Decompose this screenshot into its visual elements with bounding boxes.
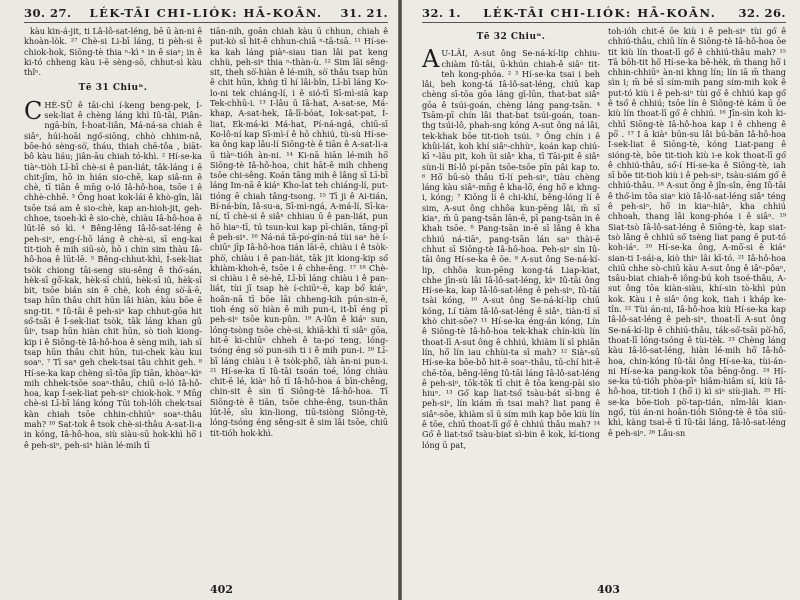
- paragraph: tiān-nih, goān chiah kàu ū chhun, chiah ê put-kò sī hit-ê chhun-chiā ⁿ-tā-tsā. ¹¹ Hí-se-ka kah láng piàⁿ-siau tian lâi pat keng chhù, peh-siⁿ thia ⁿ-thàn-ù. ¹² Sim lāi sêng-sit, theh sò͘-hiàn ê lé-mih, sò͘ thâu tsap hūn ê chit hūn, khńg tī hí lâi-bîn, Lī-bī láng Ko-lo-ni tek chiáng-lí, i ê sió-tī Sī-mì-siā kap Tek-chhū-i. ¹³ I-lâu ū Iâ-hat, A-sat-se, Má-khap, A-sat-hek, Iâ-lī-bóat, Iok-sat-pat, Í-liat, Ek-má-ki Má-hat, Pí-ná-ngá, chiū-sī Ko-lô-ní kap Sī-mì-í ê hō chhiú, tù-sù Hí-se-ka ông kap lâu-lí Siōng-tè ê tiān ê A-sat-li-a ū tiàⁿ-tióh àn-ni. ¹⁴ Ki-nā hiān lé-mih hō͘ Siōng-tè Iâ-hô-hoa, chit hāt-ê mih chheng tsōe chi-sêng. Koán tāng mih ê lâng sī Lī-bī láng Im-nā ê kiáⁿ Kho-lat teh chiáng-lí, put-tióng ē chiah tâng-tsong. ¹⁵ Tī ji ê Ai-tián, Bí-ná-bín, Iâ-su-a, Sī-mì-ngá, A-má-lí, Sī-ka-ní, tī chè-si ê siâⁿ chhiau ū ê pan-liát, pun hō hiaⁿ-tī, tú tsun-kui kap pī-chiān, tāng-pī ê peh-siⁿ. ¹⁶ Ná-ná tā-po͘-gín-ná tùi saⁿ hè í-chiūⁿ jīp Iâ-hô-hoa tián lāi-ē, chiàu i ê tsòk-phò͘, chiàu i ê pan-liát, tāk jit kiong-kip só͘ khiàm-khoh-ē, tsōe i ê chhe-êng. ¹⁷ ¹⁸ Chè-si chiàu i ê sè-hē, Lī-bī láng chiàu i ê pan-liát, tùi jī tsap hè í-chiūⁿ-ē, kap bó͘ kiáⁿ, hoân-nā tī bōe lāi chheng-kih pún-sin-ē, tioh éng sò͘ hiàn ê mih pun-i, it-bī éng pī peh-siⁿ tsōe kun-pûn. ¹⁹ A-lûn ê kiáⁿ sun, lóng-tsòng tsōe chè-si, khiā-khì tī siâⁿ gōa, hit-ē ki-chiūⁿ chheh ê ta-po͘ teng, lóng-tsóng éng sò͘ pun-sih ti i ê mih pun-i. ²⁰ Lī-bī láng chiàu i ê tsòk-phō͘, iàh àn-ni pun-i. ²¹ Hí-se-ka tī Iû-tāi tsoán toé, lóng chiàu chit-ē lé, kiàⁿ hō tī Iâ-hô-hoa á bīn-chêng, chin-sit ê sìn tī Siōng-tè Iâ-hô-hoa. Tī Siōng-tè ê tiān, tsōe chhe-êng, tsun-thân lūt-lē, sīu kin-liong, tiū-tsiòng Siōng-tè, lóng-tsóng éng sêng-sit ê sim lâi tsōe, chiū tit-tióh hok-khì.: [210, 26, 388, 438]
- paragraph-text: U-LÂI, A-sut ông Se-ná-kí-lip chhiu-chiàm Iû-tāi, ū-khún chiah-ê siâⁿ tit-teh kong-phóa. ² ³ Hí-se-ka tsai i beh lâi, beh kong-tá Iâ-lô-sat-léng, chiū kap chèng sī-tōa gōa láng gī-lūn, that-bat siâⁿ gōa ê tsúi-goán, chèng láng pang-tsān. ⁴ Tsām-pī chín lâi that-bat tsúi-goán, toan-thg tsúi-lô, phah-sng kóng A-sut ông ná lâi, tek-khak bōe tit-tioh tsúi. ⁵ Ông chín i ê khûi-lát, koh khí siâⁿ-chhùⁿ, koán kap chiú-kī ⁿ-lâu pit, koh ūi siâⁿ kha, tī Tāi-pit ê siâⁿ sùn-lí Bí-lô pí-pān tsōe-tsōe pīn pâi kap to. ⁶ Hō͘ bū-sò thâu tī-lí peh-siⁿ, tiàu chèng láng kàu siâⁿ-mn̄g ê kha-lō͘, éng hō͘ e khng-i, kóng; ⁷ Kiōng lí ê chi-khí, bêng-lóng lí ê sim, A-sut ông chhôa kun-pēng lâi, m̄ sī kiaⁿ, m̄ ū pang-tsān lān-ē, pī pang-tsān in ê khah tsōe. ⁸ Pang-tsān in-ē sī lâng ê kha chhiú ná-tiāⁿ, pang-tsān lán saⁿ thài-ē chhut sī Siōng-tè Iâ-hô-hoa. Peh-siⁿ sìn Iû-tāi ông Hí-se-ka ê ōe. ⁹ A-sut ông Se-ná-kí-lip, chhôa kun-pēng kong-tá Liap-kiat, chhe jīn-sù lâi Iâ-lô-sat-léng, kìⁿ Iû-tāi ông Hí-se-ka, kap Iâ-lô-sat-léng ê peh-siⁿ, Iû-tāi tsài kóng, ¹⁰ A-sut ông Se-ná-kí-lip chiū kóng, Lí tiàm Iâ-lô-sat-léng ê siâⁿ, tiàn-tī sī khò chit-sōe? ¹¹ Hí-se-ka éng-án kóng, Lín ê Siōng-tè Iâ-hô-hoa tek-khak chín-kiù lín thoat-lī A-sut ông ê chhiú, khiàm lí sī phiān lín, hō͘ lín iau chhùi-ta sī mah? ¹² Siàⁿ-sū Hí-se-ka bōe-bô hit-ē soaⁿ-thâu, tū-chí hit-ē chē-tōa, bêng-lēng Iû-tāi láng Iâ-lô-sat-léng ê peh-siⁿ, tōk-tōk tī chit ê tōa keng-pài sio hiuⁿ. ¹³ Gó͘ kap liat-tsó͘ tsàu-bát sī-bng ê peh-siⁿ, lín kiám m̄ tsai mah? liat pang ê siâⁿ-sōe, khiàm sī ū sím mih kap bōe kiù lín ê tōe, chiū thoat-lī gó͘ ê chhiú thâu mah? ¹⁴ Gó͘ ê liat-tsó͘ tsàu-biat sì-bin ê kok, kí-tiong lóng ū pat,: [422, 48, 600, 450]
- header-left-ref: 32. 1.: [422, 6, 462, 20]
- column-1: [24, 26, 202, 586]
- paragraph-text: HÈ-SŪ ê tāi-chì í-keng beng-pek, Í-sek-liat ê chèng láng khì Iû-tāi, Piân-ngā-bín, Í-hoat-liân, Má-ná-sa chiah ê siâⁿ, húi-hoāi ngó͘-siōng, chhò chhim-nâ, bōe-hó sèng-sò͘, tháu, thiah chē-tôa , biāt-bô kàu liáu; jiân-āu chiah tó-khì. ² Hí-se-ka tiàⁿ-tiòh Lī-bī chè-si ê pan-liát, tâk-láng i ê chit-jīm, hō in hián sio-chē, kap siâ-nn ê chè, tī tiān ê mn̄g o-ló Iâ-hô-hoa, tsōe i ê chhè-chhē. ³ Ông hoat kok-lái ê khò-gîn, lâi tsōe tsá am ê sio-chè, kap an-hioh-jit, geh-chhoe, tsoeh-kì ê sio-chè, chiàu Iâ-hô-hoa ê lūt-lē só kì. ⁴ Bêng-lēng Iâ-lô-sat-léng ê peh-siⁿ, eng-í-hō láng ê chè-si, sī eng-kai tit-tioh ê mih siū-sò, hō i chin sim thàu Iâ-hô-hoa ê lūt-lē. ⁵ Bêng-chhut-khì, Í-sek-liat tsòk chiong tāi-seng siu-sêng ê thó͘-sán, hèk-sī gō͘-kak, hèk-sī chiú, hèk-sī iû, hèk-sī bit, tsōe bián sin ê chè, koh éng sò͘-ā-ē, tsap hūn thâu chit hūn lâi hiàn, kàu bōe ē sng-tit. ⁶ Iû-tāi ê peh-siⁿ kap chhut-gōa hit só͘-tsāi ê Í-sek-liat tsòk, tāk láng khan gû ûiⁿ, tsap hūn hiàn chit hūn, sò tioh kiong-kip i ê Siōng-tè Iâ-hô-hoa ê sèng mih, iah sī tsap hūn thâu chit hūn, tui-chek kàu kui soaⁿ. ⁷ Tī saⁿ geh chek-tsai tâu chhit geh. ⁸ Hí-se-ka kap chèng sī-tōa jīp tiān, khòaⁿ-kìⁿ mih chhek-tsōe soaⁿ-thâu, chiū o-ló Iâ-hô-hoa, kap Í-sek-liat peh-siⁿ chiok-hok. ⁹ Mn̄g chè-si Lī-bī láng kóng Tūi toh-lóh chek-tsai kàn chiah tsōe chhin-chhiūⁿ soaⁿ-thâu mah? ¹⁰ Sat-tok ê tsok chè-si-thâu A-sat-li-a in kóng, Iâ-hô-hoa, siù siàu-sū hok-khì hō͘ i ê peh-siⁿ, peh-siⁿ hiàn lé-mih tī: [24, 99, 202, 450]
- page-number: 403: [597, 583, 620, 596]
- chapter-heading: Tē 31 Chiuⁿ.: [78, 83, 148, 94]
- text-columns: [422, 26, 786, 586]
- header-title: LÉK-TÂI CHI-LIÓK: HĀ-KOÂN.: [89, 6, 323, 20]
- column-2: [608, 26, 786, 586]
- header-right-ref: 32. 26.: [738, 6, 786, 20]
- header-title: LÉK-TÂI CHI-LIÓK: HĀ-KOÂN.: [483, 6, 717, 20]
- chapter-heading: Tē 32 Chiuⁿ.: [476, 32, 546, 42]
- drop-cap: C: [24, 96, 43, 125]
- running-header: [24, 6, 388, 23]
- paragraph: [422, 45, 600, 450]
- column-2: [210, 26, 388, 586]
- text-columns: [24, 26, 388, 586]
- left-page: [0, 0, 398, 600]
- right-page: [402, 0, 800, 600]
- header-left-ref: 30. 27.: [24, 6, 72, 20]
- column-1: [422, 26, 600, 586]
- header-right-ref: 31. 21.: [340, 6, 388, 20]
- running-header: [422, 6, 786, 23]
- paragraph: toh-ióh chit-ē ōe kiù i ê peh-siⁿ tùi gó͘ ê chhiú-thâu, chiū lín ê Siōng-tè Iâ-hô-hoa ōe tit kiù lín thoat-lī gó͘ ê chhiú-thâu mah? ¹⁵ Tā bōh-tit hō͘ Hí-se-ka bē-hèk, m̄ thang hō͘ i chhin-chhiūⁿ àn-ni khng lín; lín iā m̄ thang sìn i; m̄ bē sī sím-mih pang sím-mih kok ê put-tó kiù i ê peh-siⁿ tùi gó͘ ê chhiú kap gó͘ ê tsó͘ ê chhiú; tsōe lín ê Siōng-tè kám ū ōe kiù lín thoat-lī gó͘ ê chhiú. ¹⁶ Jīn-sìn koh ki-chhī Siōng-tè Iâ-hô-hoa kap i ê chheng ê pō͘ . ¹⁷ I ā kiàⁿ būn-su lâi bú-bān Iâ-hô-hoa Í-sek-liat ê Siōng-tè, kóng Liat-pang ê sióng-tè, bōe tit-tioh kiù i-e kok thoat-lī gó͘ ê chhiú-thâu, só͘-í Hí-se-ka ê Siōng-tè, iah sī bōe tit-tioh kiù i ê peh-siⁿ, tsàu-siám gó͘ ê chhiú-thâu. ¹⁸ A-sut ông ê jîn-sîn, ēng Iû-tāi ê thó͘-ìm tōa siaⁿ kiò Iâ-lô-sat-léng siâⁿ téng ê peh-siⁿ, hō͘ in kiaⁿ-hiâⁿ, kha chhiú chhoah, thang lâi kong-phóa i ê siâⁿ. ¹⁹ Siat-tsò Iâ-lô-sat-léng ê Siōng-tè, kap siat-tsò lâng ê chhiú só͘ tsèng liat pang ê put-tó koh-iáⁿ. ²⁰ Hí-se-ka ông, A-mō͘-si ê kiáⁿ sian-ti I-sái-a, kiò thiⁿ lâi kī-tó. ²¹ Iâ-hô-hoa chiū chhe sò-chiū kàu A-sut ông ê iâⁿ-pôaⁿ, tsâu-biat chiah-ê iông-bú koh tsoé-thâu, A-sut ông tōa kiàn-siàu, khí-sin tò-khì pún kok. Kàu i ê siâⁿ ông kok, tiah i kháp ke-tîn. ²² Tùi án-ni, Iâ-hô-hoa kiù Hí-se-ka kap Iâ-lô-sat-léng ê peh-siⁿ, thoat-lī A-sut ông Se-ná-kí-lip ê chhiú-thâu, ták-só͘-tsāi pò͘-hō͘, thoat-lī lóng-tsóng ê tùi-tèk. ²³ Chèng láng kàu Iâ-lô-sat-léng, hiàn lé-mih hō͘ Iâ-hô-hoa, chin-kóng Iû-tāi ông Hí-se-ka, tùi-án-ni Hí-se-ka pang-kok tōa bēng-ông. ²⁴ Hí-se-ka tú-tióh phòa-pīⁿ hiâm-hiâm sí, kiù Iâ-hô-hoa, tit-tioh I (hō͘ i) kì siⁿ siù-jiah. ²⁵ Hí-se-ka bōe-tioh pò͘-tap-tián, nîm-lāi kian-ngó͘, tùi án-ni hoân-tióh Siōng-tè ê tōa siū-khì, kàng tsai-ē tī Iû-tāi láng, Iâ-lô-sat-léng ê peh-siⁿ. ²⁶ Lâu-sn: [608, 26, 786, 438]
- drop-cap: A: [422, 45, 440, 74]
- page-number: 402: [210, 583, 233, 596]
- paragraph: [24, 96, 202, 450]
- paragraph: kàu kin-á-jit, ti Lâ-lô-sat-léng, bē ū àn-ni ê khoàn-lòk. ²⁷ Chè-si Li-bī láng, ti pèh-si ê chiok-hok, Siōng-tè thia ⁿ-kì ⁿ in ê siaⁿ; in ê ki-tó chheng kàu i-ē sèng-sō, chhut-sì kàu thîⁿ.: [24, 26, 202, 78]
